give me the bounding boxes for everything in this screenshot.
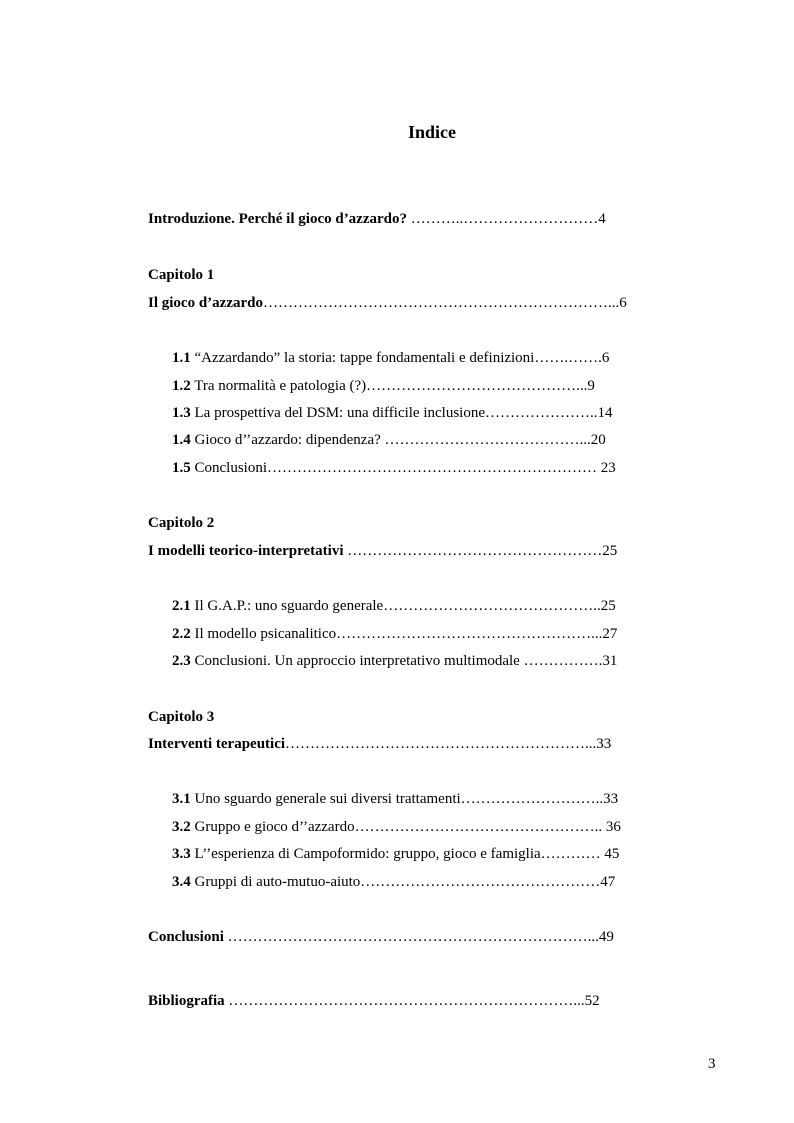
section-number: 1.4 bbox=[172, 432, 191, 448]
chapter-3-leader: ……………………………………………………...33 bbox=[285, 736, 612, 752]
section-text: Gruppo e gioco d’’azzardo………………………………………….. 36 bbox=[190, 819, 621, 835]
chapter-1-heading: Capitolo 1 bbox=[148, 267, 215, 283]
toc-bibliography bbox=[148, 991, 600, 1011]
toc-section-1-2 bbox=[172, 376, 595, 396]
page-number: 3 bbox=[708, 1056, 716, 1072]
section-number: 3.4 bbox=[172, 874, 191, 890]
toc-section-1-4 bbox=[172, 430, 606, 450]
section-text: Il modello psicanalitico……………………………………………...27 bbox=[190, 626, 618, 642]
section-text: L’’esperienza di Campoformido: gruppo, gioco e famiglia………… 45 bbox=[190, 846, 620, 862]
toc-section-1-1 bbox=[172, 348, 609, 368]
toc-section-3-4 bbox=[172, 872, 615, 892]
section-text: Conclusioni. Un approccio interpretativo multimodale …………….31 bbox=[190, 653, 618, 669]
section-text: Uno sguardo generale sui diversi trattamenti………………………..33 bbox=[190, 791, 619, 807]
chapter-2-title: I modelli teorico-interpretativi bbox=[148, 543, 344, 559]
toc-bibliography-label: Bibliografia bbox=[148, 993, 225, 1009]
chapter-1-leader: ……………………………………………………………...6 bbox=[262, 295, 627, 311]
section-number: 1.5 bbox=[172, 460, 191, 476]
toc-intro-leader: ………..………………………4 bbox=[407, 211, 606, 227]
toc-section-2-3 bbox=[172, 651, 617, 671]
toc-section-1-5 bbox=[172, 458, 616, 478]
section-number: 3.1 bbox=[172, 791, 191, 807]
section-text: Tra normalità e patologia (?)……………………………………...9 bbox=[190, 378, 595, 394]
section-number: 1.2 bbox=[172, 378, 191, 394]
toc-section-1-3 bbox=[172, 403, 613, 423]
chapter-1-title: Il gioco d’azzardo bbox=[148, 295, 263, 311]
section-text: La prospettiva del DSM: una difficile inclusione…………………..14 bbox=[190, 405, 613, 421]
section-number: 2.2 bbox=[172, 626, 191, 642]
toc-section-3-2 bbox=[172, 817, 621, 837]
chapter-1-title-line bbox=[148, 293, 627, 313]
toc-section-3-1 bbox=[172, 789, 618, 809]
section-text: Il G.A.P.: uno sguardo generale……………………………………..25 bbox=[190, 598, 616, 614]
section-number: 2.3 bbox=[172, 653, 191, 669]
toc-bibliography-leader: ……………………………………………………………...52 bbox=[224, 993, 600, 1009]
chapter-3-title-line bbox=[148, 734, 611, 754]
section-text: Conclusioni………………………………………………………… 23 bbox=[190, 460, 616, 476]
section-number: 1.3 bbox=[172, 405, 191, 421]
toc-section-2-2 bbox=[172, 624, 617, 644]
section-number: 1.1 bbox=[172, 350, 191, 366]
section-number: 3.3 bbox=[172, 846, 191, 862]
page-title: Indice bbox=[407, 122, 456, 142]
chapter-2-title-line bbox=[148, 541, 617, 561]
toc-intro bbox=[148, 209, 606, 229]
section-text: “Azzardando” la storia: tappe fondamentali e definizioni…….…….6 bbox=[190, 350, 610, 366]
chapter-2-heading: Capitolo 2 bbox=[148, 515, 215, 531]
toc-section-3-3 bbox=[172, 844, 619, 864]
chapter-3-title: Interventi terapeutici bbox=[148, 736, 286, 752]
toc-section-2-1 bbox=[172, 596, 616, 616]
toc-conclusions-label: Conclusioni bbox=[148, 929, 224, 945]
section-number: 3.2 bbox=[172, 819, 191, 835]
chapter-2-leader: ……………………………………………25 bbox=[343, 543, 618, 559]
section-text: Gruppi di auto-mutuo-aiuto…………………………………………47 bbox=[190, 874, 616, 890]
chapter-3-heading: Capitolo 3 bbox=[148, 709, 215, 725]
toc-conclusions bbox=[148, 927, 614, 947]
section-text: Gioco d’’azzardo: dipendenza? …………………………………...20 bbox=[190, 432, 606, 448]
toc-intro-label: Introduzione. Perché il gioco d’azzardo? bbox=[148, 211, 407, 227]
toc-conclusions-leader: ………………………………………………………………...49 bbox=[223, 929, 614, 945]
section-number: 2.1 bbox=[172, 598, 191, 614]
